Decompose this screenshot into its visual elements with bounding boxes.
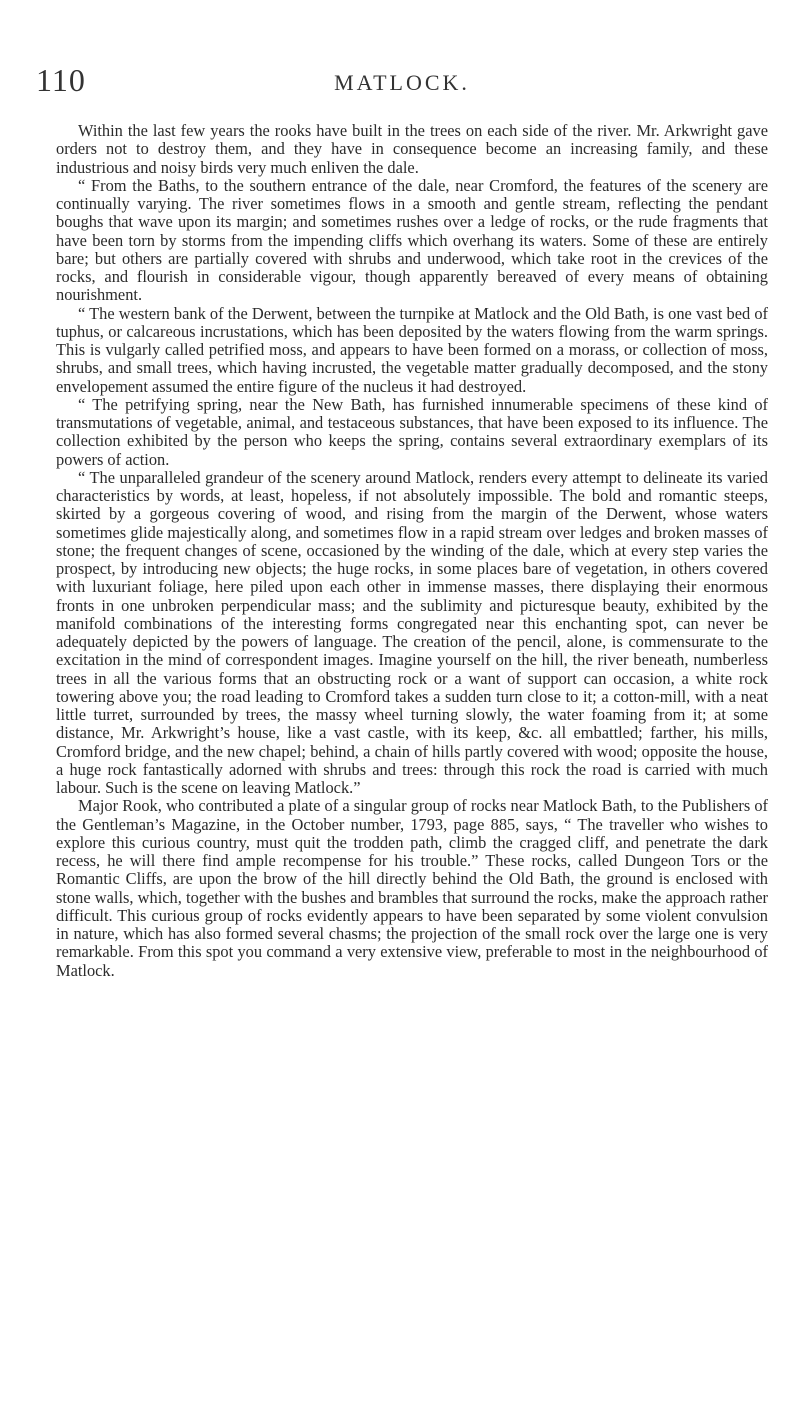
paragraph-petrifying-spring: “ The petrifying spring, near the New Bath, has furnished innumerable specimens of these kind of transmutations of vegetable, animal, and testaceous substances, that have been exposed to its influence. The collection exhibited by the person who keeps the spring, contains several extraordinary exemplars of its powers of action. bbox=[56, 394, 768, 469]
running-head: MATLOCK. bbox=[334, 70, 470, 95]
paragraph-grandeur: “ The unparalleled grandeur of the scenery around Matlock, renders every attempt to delineate its varied characteristics by words, at least, hopeless, if not absolutely impossible. The bold and romantic steeps, skirted by a gorgeous covering of wood, and rising from the margin of the Derwent, whose waters sometimes glide majestically along, and sometimes flow in a rapid stream over ledges and broken masses of stone; the frequent changes of scene, occasioned by the winding of the dale, which at every step varies the prospect, by introducing new objects; the huge rocks, in some places bare of vegetation, in others covered with luxuriant foliage, here piled upon each other in immense masses, there displaying their enormous fronts in one unbroken perpendicular mass; and the sublimity and picturesque beauty, exhibited by the manifold combinations of the interesting forms congregated near this enchanting spot, can never be adequately depicted by the powers of language. The creation of the pencil, alone, is commensurate to the excitation in the mind of correspondent images. Imagine yourself on the hill, the river beneath, numberless trees in all the various forms that an obstructing rock or a want of support can occasion, a white rock towering above you; the road leading to Cromford takes a sudden turn close to it; a cotton-mill, with a neat little turret, surrounded by trees, the massy wheel turning slowly, the water foaming from it; at some distance, Mr. Arkwright’s house, like a vast castle, with its keep, &c. all embattled; farther, his mills, Cromford bridge, and the new chapel; behind, a chain of hills partly covered with wood; opposite the house, a huge rock fantastically adorned with shrubs and trees: through this rock the road is carried with much labour. Such is the scene on leaving Matlock.” bbox=[56, 467, 768, 797]
page-number: 110 bbox=[36, 62, 86, 98]
body-text bbox=[56, 122, 768, 980]
paragraph-rooks: Within the last few years the rooks have built in the trees on each side of the river. Mr. Arkwright gave orders not to destroy them, and they have in consequence become an increasing family, and these industrious and noisy birds very much enliven the dale. bbox=[56, 121, 768, 177]
paragraph-western-bank: “ The western bank of the Derwent, between the turnpike at Matlock and the Old Bath, is one vast bed of tuphus, or calcareous incrustations, which has been deposited by the waters flowing from the warm springs. This is vulgarly called petrified moss, and appears to have been formed on a morass, or collection of moss, shrubs, and small trees, which having incrusted, the vegetable matter gradually decomposed, and the stony envelopement assumed the entire figure of the nucleus it had destroyed. bbox=[56, 303, 768, 396]
paragraph-major-rook: Major Rook, who contributed a plate of a singular group of rocks near Matlock Bath, to the Publishers of the Gentleman’s Magazine, in the October number, 1793, page 885, says, “ The traveller who wishes to explore this curious country, must quit the trodden path, climb the cragged cliff, and penetrate the dark recess, he will there find ample recompense for his trouble.” These rocks, called Dungeon Tors or the Romantic Cliffs, are upon the brow of the hill directly behind the Old Bath, the ground is enclosed with stone walls, which, together with the bushes and brambles that surround the rocks, make the approach rather difficult. This curious group of rocks evidently appears to have been separated by some violent convulsion in nature, which has also formed several chasms; the projection of the small rock over the large one is very remarkable. From this spot you command a very extensive view, preferable to most in the neighbourhood of Matlock. bbox=[56, 796, 768, 980]
paragraph-baths-scenery: “ From the Baths, to the southern entrance of the dale, near Cromford, the features of the scenery are continually varying. The river sometimes flows in a smooth and gentle stream, reflecting the pendant boughs that wave upon its margin; and sometimes rushes over a ledge of rocks, or the rude fragments that have been torn by storms from the impending cliffs which overhang its waters. Some of these are entirely bare; but others are partially covered with shrubs and underwood, which take root in the crevices of the rocks, and flourish in considerable vigour, though apparently bereaved of every means of obtaining nourishment. bbox=[56, 175, 768, 305]
page-header bbox=[36, 62, 768, 106]
